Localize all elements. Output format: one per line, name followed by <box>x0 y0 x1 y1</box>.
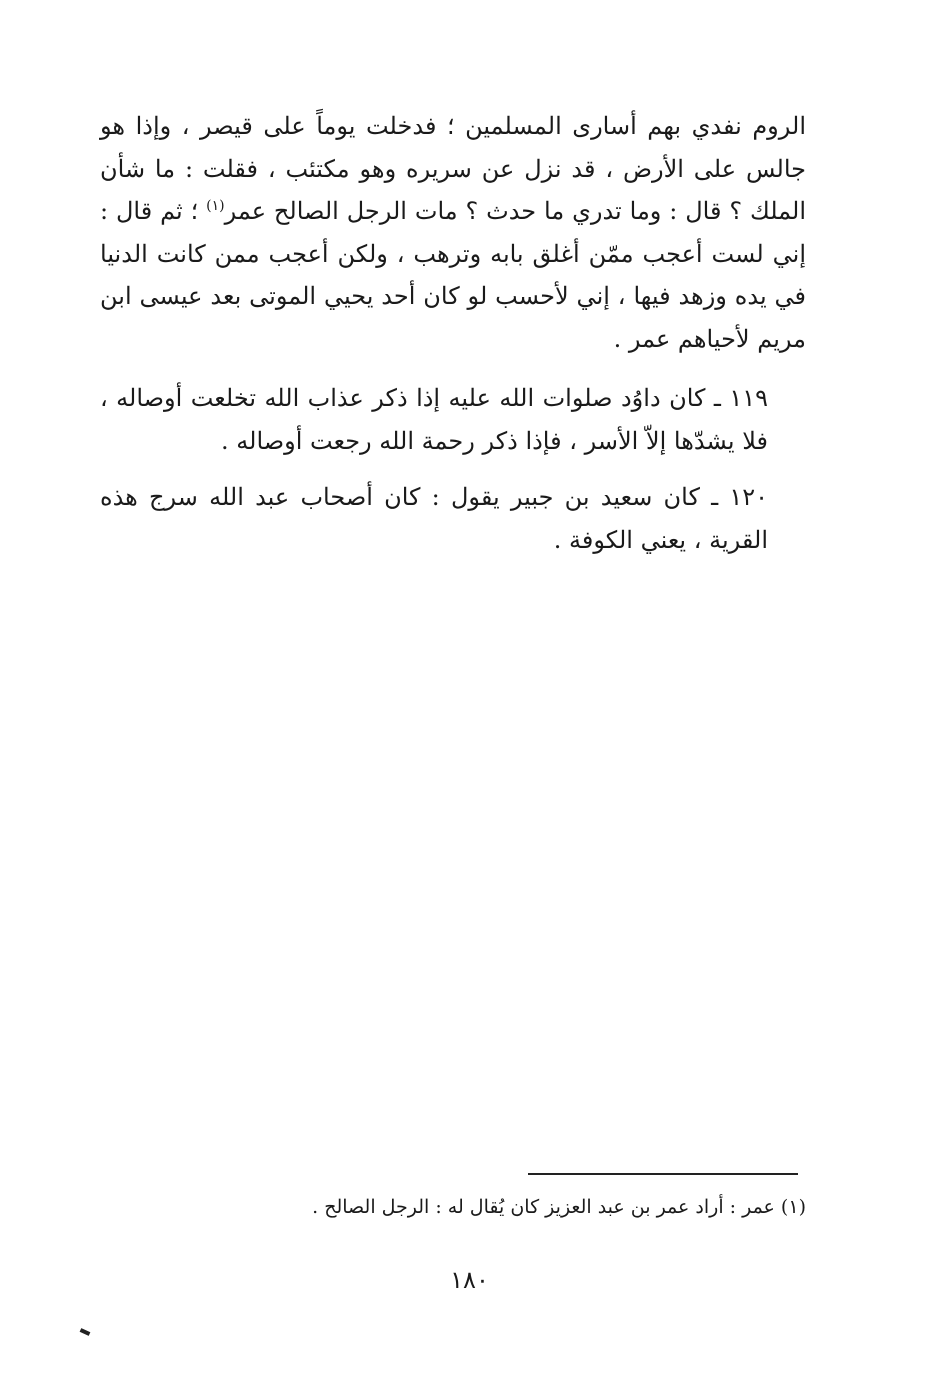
paragraph-text: ١١٩ ـ كان داوُد صلوات الله عليه إذا ذكر عذاب الله تخلعت أوصاله ، فلا يشدّها إلاّ الأسر ، فإذا ذكر رحمة الله رجعت أوصاله . <box>100 384 769 455</box>
footnote: (١) عمر : أراد عمر بن عبد العزيز كان يُقال له : الرجل الصالح . <box>312 1196 806 1218</box>
scan-mark <box>80 1328 91 1336</box>
paragraph-text-part: ؛ ثم قال : إني لست أعجب ممّن أغلق بابه وترهب ، ولكن أعجب ممن كانت الدنيا في يده وزهد فيها ، إني لأحسب لو كان أحد يحيي الموتى بعد عيسى ابن مريم لأحياهم عمر . <box>100 197 807 353</box>
paragraph-continuation <box>100 105 806 360</box>
footnote-reference[interactable]: (١) <box>206 198 225 214</box>
paragraph-text <box>100 105 806 360</box>
paragraph-text: ١٢٠ ـ كان سعيد بن جبير يقول : كان أصحاب عبد الله سرج هذه القرية ، يعني الكوفة . <box>100 483 768 554</box>
footnote-divider <box>528 1173 798 1175</box>
paragraph-119 <box>100 377 806 462</box>
page-number: ١٨٠ <box>450 1266 489 1294</box>
paragraph-text-part: الروم نفدي بهم أسارى المسلمين ؛ فدخلت يوماً على قيصر ، وإذا هو جالس على الأرض ، قد نزل عن سريره وهو مكتئب ، فقلت : ما شأن الملك ؟ قال : وما تدري ما حدث ؟ مات الرجل الصالح عمر <box>100 112 806 225</box>
paragraph-120 <box>100 476 806 561</box>
